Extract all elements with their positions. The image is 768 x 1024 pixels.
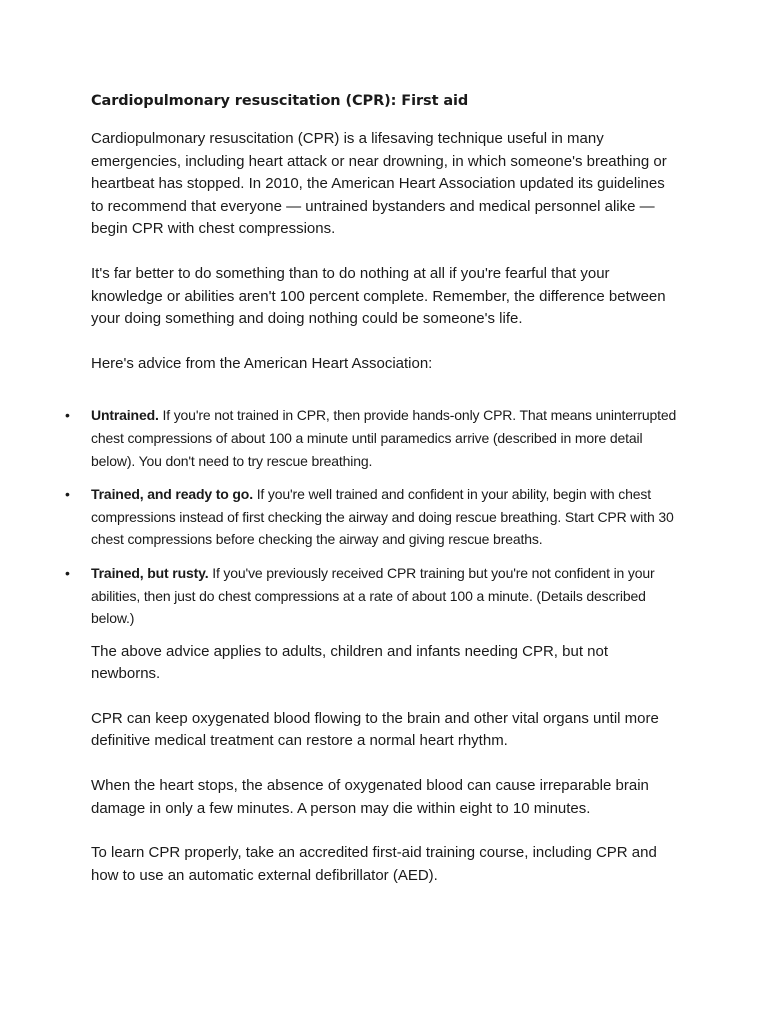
encouragement-paragraph: It's far better to do something than to do nothing at all if you're fearful that your knowledge or abilities aren't 100 percent complete. Remember, the difference between your doing something and doing nothing could be someone's life. <box>91 264 666 328</box>
advice-text: If you're not trained in CPR, then provide hands-only CPR. That means uninterrupted chest compressions of about 100 a minute until paramedics arrive (described in more detail below). You don't need to try rescue breathing. <box>91 407 677 469</box>
list-item <box>65 562 681 630</box>
advice-text: If you're well trained and confident in your ability, begin with chest compressions instead of first checking the airway and doing rescue breathing. Start CPR with 30 chest compressions before checking the airway and giving rescue breaths. <box>91 486 674 548</box>
bullet-marker: • <box>65 407 70 424</box>
advice-list <box>65 404 681 629</box>
bullet-marker: • <box>65 564 70 581</box>
purpose-paragraph: CPR can keep oxygenated blood flowing to the brain and other vital organs until more definitive medical treatment can restore a normal heart rhythm. <box>91 709 659 750</box>
scope-paragraph: The above advice applies to adults, children and infants needing CPR, but not newborns. <box>91 642 609 683</box>
list-item <box>65 483 681 551</box>
bullet-marker: • <box>65 486 70 503</box>
advice-lead: Trained, and ready to go. <box>91 486 253 503</box>
document-title: Cardiopulmonary resuscitation (CPR): First aid <box>91 93 469 109</box>
advice-lead: Untrained. <box>91 407 159 424</box>
advice-text: If you've previously received CPR training but you're not confident in your abilities, then just do chest compressions at a rate of about 100 a minute. (Details described below.) <box>91 564 655 627</box>
urgency-paragraph: When the heart stops, the absence of oxygenated blood can cause irreparable brain damage in only a few minutes. A person may die within eight to 10 minutes. <box>91 777 649 817</box>
advice-lead: Trained, but rusty. <box>91 564 209 581</box>
list-item <box>65 404 681 472</box>
intro-paragraph: Cardiopulmonary resuscitation (CPR) is a lifesaving technique useful in many emergencies, including heart attack or near drowning, in which someone's breathing or heartbeat has stopped. In 2010, the American Heart Association updated its guidelines to recommend that everyone — untrained bystanders and medical personnel alike — begin CPR with chest compressions. <box>91 130 667 238</box>
advice-intro-paragraph: Here's advice from the American Heart Association: <box>91 354 433 372</box>
training-paragraph: To learn CPR properly, take an accredited first-aid training course, including CPR and how to use an automatic external defibrillator (AED). <box>91 844 657 884</box>
document-page <box>65 90 681 909</box>
